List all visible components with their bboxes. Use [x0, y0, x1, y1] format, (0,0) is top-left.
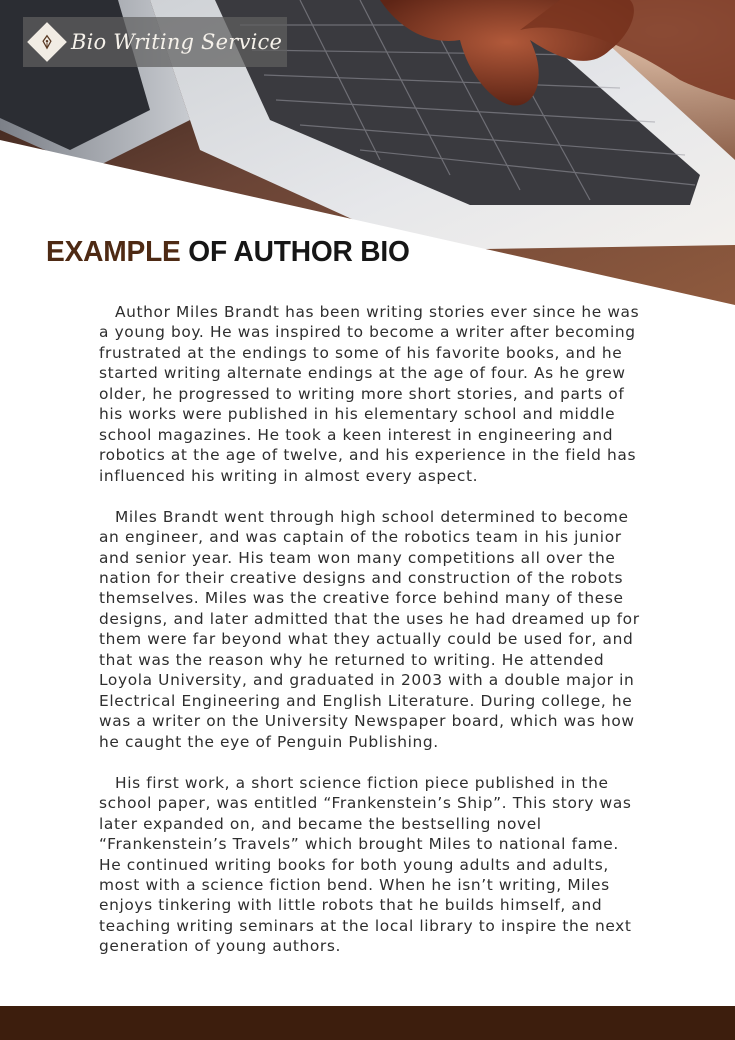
- bio-paragraph-1: Author Miles Brandt has been writing stories ever since he was a young boy. He was inspired to become a writer after becoming frustrated at the endings to some of his favorite books, and he started writing alternate endings at the age of four. As he grew older, he progressed to writing more short stories, and parts of his works were published in his elementary school and middle school magazines. He took a keen interest in engineering and robotics at the age of twelve, and his experience in the field has influenced his writing in almost every aspect.: [99, 303, 640, 485]
- pen-nib-icon: [39, 34, 55, 50]
- logo-badge: [27, 22, 67, 62]
- title-rest: OF AUTHOR BIO: [180, 236, 410, 268]
- footer-bar: [0, 1006, 735, 1040]
- bio-body: [99, 302, 644, 977]
- logo[interactable]: [23, 17, 287, 67]
- page-title: [46, 236, 410, 269]
- logo-text: Bio Writing Service: [71, 30, 283, 54]
- title-accent: EXAMPLE: [46, 236, 181, 268]
- bio-paragraph-3: His first work, a short science fiction piece published in the school paper, was entitled “Frankenstein’s Ship”. This story was later expanded on, and became the bestselling novel “Frankenstein’s Travels” which brought Miles to national fame. He continued writing books for both young adults and adults, most with a science fiction bend. When he isn’t writing, Miles enjoys tinkering with little robots that he builds himself, and teaching writing seminars at the local library to inspire the next generation of young authors.: [99, 773, 632, 956]
- bio-paragraph-2: Miles Brandt went through high school determined to become an engineer, and was captain of the robotics team in his junior and senior year. His team won many competitions all over the nation for their creative designs and construction of the robots themselves. Miles was the creative force behind many of these designs, and later admitted that the uses he had dreamed up for them were far beyond what they actually could be used for, and that was the reason why he returned to writing. He attended Loyola University, and graduated in 2003 with a double major in Electrical Engineering and English Literature. During college, he was a writer on the University Newspaper board, which was how he caught the eye of Penguin Publishing.: [99, 507, 640, 751]
